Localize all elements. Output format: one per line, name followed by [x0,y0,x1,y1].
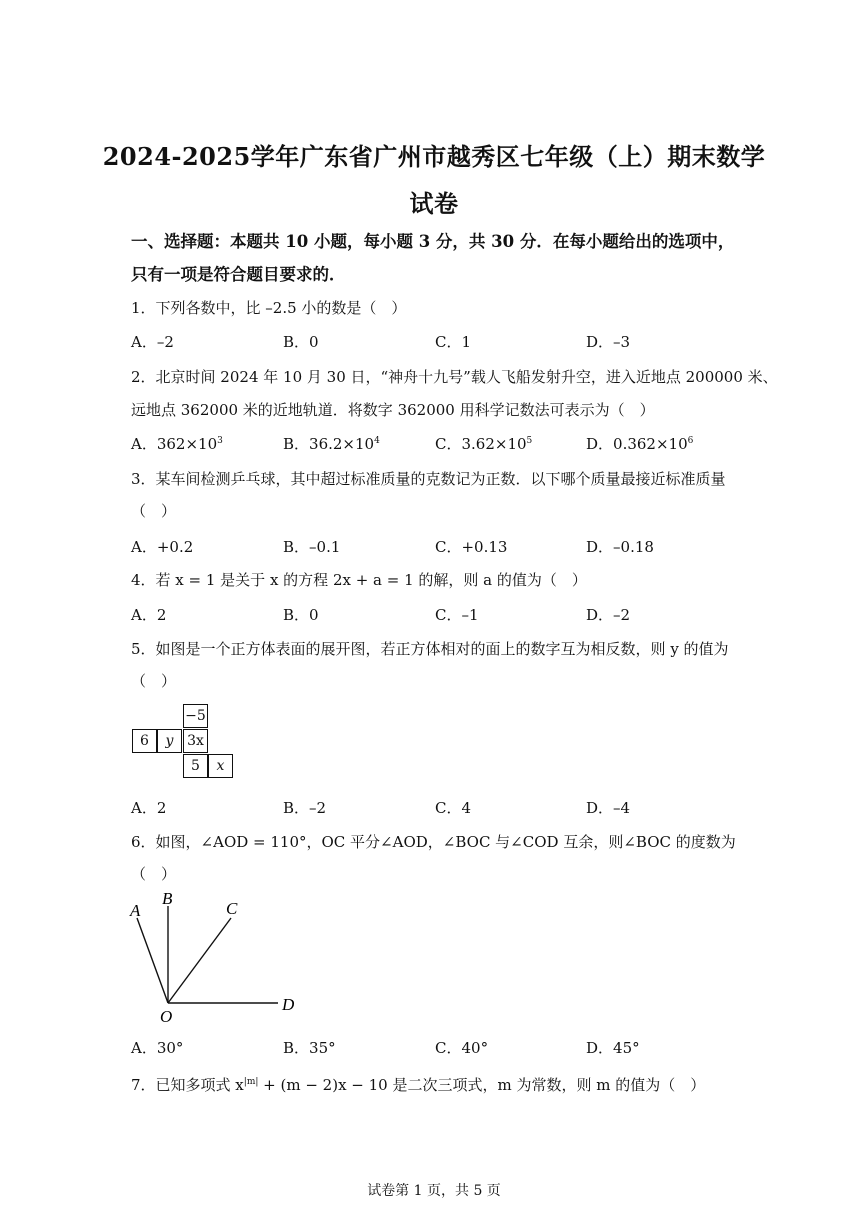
q4-option-a: A．2 [131,606,167,624]
net-cell-top: −5 [183,704,208,728]
question-7-stem: 7．已知多项式 $x^{|m|} + (m - 2)x - 10$ 是二次三项式，m 为常数，则 m 的值为（ ） [131,1076,706,1094]
q4-option-d: D．–2 [586,606,631,624]
q3-option-d: D．–0.18 [586,538,654,556]
label-D: D [282,995,295,1014]
q5-option-c: C．4 [435,799,472,817]
q2-option-b: B．$36.2\times 10^4$ [283,435,380,453]
q2-option-c: C．$3.62\times 10^5$ [435,435,533,453]
question-6-stem-cont: （ ） [131,865,177,883]
question-2-stem-cont: 远地点 362000 米的近地轨道．将数字 362000 用科学记数法可表示为（ ） [131,401,655,419]
label-A: A [130,901,141,920]
net-cell-y: y [157,729,182,753]
page-title: 2024-2025学年广东省广州市越秀区七年级（上）期末数学 [102,142,766,171]
section-heading: 一、选择题：本题共 10 小题，每小题 3 分，共 30 分．在每小题给出的选项中， [131,232,735,251]
question-2-stem: 2．北京时间 2024 年 10 月 30 日，“神舟十九号”载人飞船发射升空，进入近地点 200000 米、 [131,368,778,386]
q3-option-c: C．+0.13 [435,538,508,556]
q6-option-d: D．45° [586,1039,640,1057]
q6-option-c: C．40° [435,1039,489,1057]
page-title-line2: 试卷 [409,189,459,218]
question-5-stem-cont: （ ） [131,672,177,690]
question-6-stem: 6．如图，∠AOD = 110°，OC 平分∠AOD，∠BOC 与∠COD 互余，则∠BOC 的度数为 [131,833,736,851]
q1-option-b: B．0 [283,333,319,351]
q5-option-b: B．–2 [283,799,327,817]
label-O: O [160,1007,173,1026]
q5-option-a: A．2 [131,799,167,817]
question-4-stem: 4．若 x = 1 是关于 x 的方程 2x + a = 1 的解，则 a 的值为（ ） [131,571,587,589]
q3-option-b: B．–0.1 [283,538,341,556]
q4-option-c: C．–1 [435,606,479,624]
q1-option-d: D．–3 [586,333,631,351]
net-cell-x: x [208,754,233,778]
ray-OA [137,918,168,1003]
q6-option-b: B．35° [283,1039,336,1057]
q1-option-a: A．–2 [131,333,174,351]
net-cell-5: 5 [183,754,208,778]
q3-option-a: A．+0.2 [131,538,194,556]
angle-figure [126,888,306,1028]
q6-option-a: A．30° [131,1039,184,1057]
label-C: C [226,899,238,918]
question-3-stem: 3．某车间检测乒乓球，其中超过标准质量的克数记为正数．以下哪个质量最接近标准质量 [131,470,726,488]
net-cell-6: 6 [132,729,157,753]
net-cell-3x: 3x [183,729,208,753]
q2-option-a: A．$362\times 10^3$ [131,435,223,453]
question-3-stem-cont: （ ） [131,502,177,520]
label-B: B [162,889,173,908]
ray-OC [168,918,231,1003]
q1-option-c: C．1 [435,333,472,351]
page-footer: 试卷第 1 页，共 5 页 [367,1183,501,1199]
section-heading-cont: 只有一项是符合题目要求的． [131,265,346,284]
q4-option-b: B．0 [283,606,319,624]
q2-option-d: D．$0.362\times 10^6$ [586,435,694,453]
q5-option-d: D．–4 [586,799,631,817]
question-5-stem: 5．如图是一个正方体表面的展开图，若正方体相对的面上的数字互为相反数，则 y 的值为 [131,640,729,658]
question-1-stem: 1．下列各数中，比 –2.5 小的数是（ ） [131,299,407,317]
